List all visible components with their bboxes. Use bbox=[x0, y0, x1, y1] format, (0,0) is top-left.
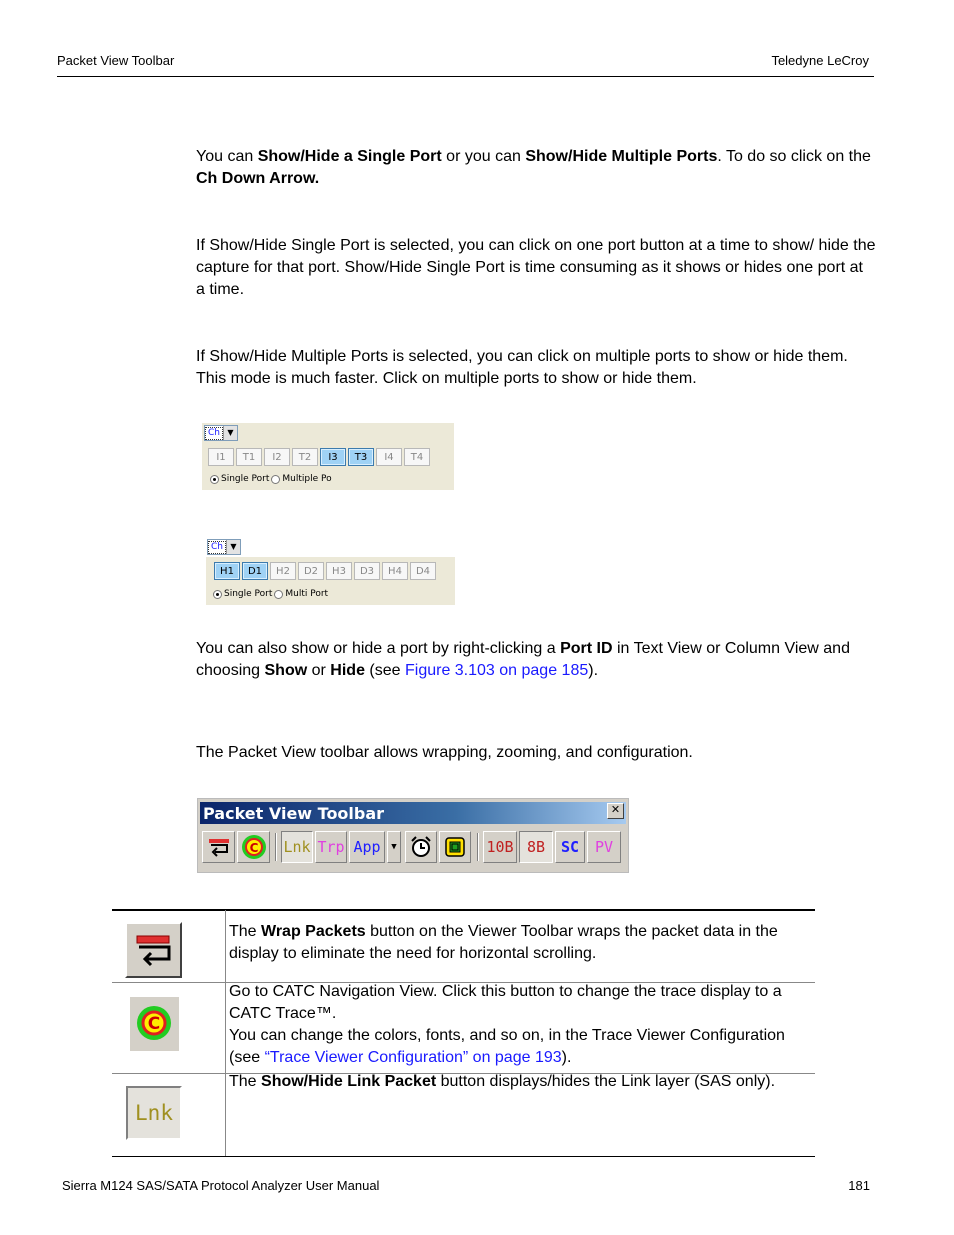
toolbar-title-bar bbox=[200, 802, 626, 824]
chevron-down-icon[interactable]: ▼ bbox=[226, 540, 240, 554]
trace-viewer-config-link[interactable]: “Trace Viewer Configuration” on page 193 bbox=[264, 1049, 562, 1066]
port-buttons bbox=[208, 448, 430, 466]
paragraph-single-port: If Show/Hide Single Port is selected, you can click on one port button at a time to show/ hide the capture for that port. Show/Hide Single Port is time consuming as it shows or hides one port at a time. bbox=[196, 237, 876, 298]
sas-port-button[interactable]: T2 bbox=[292, 448, 318, 466]
link-packet-button[interactable]: Lnk bbox=[281, 831, 313, 863]
sas-port-button[interactable]: I3 bbox=[320, 448, 346, 466]
paragraph-port-id: You can also show or hide a port by right-clicking a Port ID in Text View or Column View and choosing Show or Hide (see Figure 3.103 on page 185). bbox=[196, 640, 850, 679]
svg-text:C: C bbox=[147, 1014, 161, 1034]
radio-multiple-ports[interactable] bbox=[271, 475, 280, 484]
packet-view-toolbar bbox=[197, 798, 629, 873]
sas-port-button[interactable]: I4 bbox=[376, 448, 402, 466]
header-rule bbox=[57, 76, 874, 77]
table-top-rule bbox=[112, 909, 815, 911]
table-column-divider bbox=[225, 910, 226, 1156]
port-toolbar-sata bbox=[206, 537, 455, 605]
wrap-packets-button[interactable] bbox=[202, 831, 235, 863]
port-mode-radios-2: Single Port Multi Port bbox=[213, 589, 328, 599]
row-wrap-packets-desc: The Wrap Packets button on the Viewer Toolbar wraps the packet data in the display to eliminate the need for horizontal scrolling. bbox=[229, 923, 778, 962]
row-catc-desc: Go to CATC Navigation View. Click this button to change the trace display to a CATC Trace™. You can change the colors, fonts, and so on, in the Trace Viewer Configuration (see “Trace Viewer Configuration” on page 193). bbox=[229, 983, 785, 1066]
svg-text:C: C bbox=[249, 841, 258, 855]
sata-port-button[interactable]: H4 bbox=[382, 562, 408, 580]
wrap-icon bbox=[207, 836, 231, 858]
sata-port-button[interactable]: D4 bbox=[410, 562, 436, 580]
sas-port-button[interactable]: T3 bbox=[348, 448, 374, 466]
paragraph-packet-view-intro: The Packet View toolbar allows wrapping, zooming, and configuration. bbox=[196, 744, 693, 761]
paragraph-multiple-ports: If Show/Hide Multiple Ports is selected, you can click on multiple ports to show or hide them. This mode is much faster. Click on multiple ports to show or hide them. bbox=[196, 348, 848, 387]
timer-button[interactable] bbox=[405, 831, 437, 863]
sc-button[interactable]: SC bbox=[555, 831, 585, 863]
config-button[interactable] bbox=[439, 831, 471, 863]
close-icon[interactable]: ✕ bbox=[607, 803, 624, 819]
sata-port-button[interactable]: H2 bbox=[270, 562, 296, 580]
port-mode-radios: Single Port Multiple Po bbox=[210, 474, 332, 484]
sata-port-button[interactable]: H3 bbox=[326, 562, 352, 580]
running-header-right: Teledyne LeCroy bbox=[771, 53, 869, 68]
pv-button[interactable]: PV bbox=[587, 831, 621, 863]
sas-port-button[interactable]: I2 bbox=[264, 448, 290, 466]
sata-port-button[interactable]: D2 bbox=[298, 562, 324, 580]
figure-link[interactable]: Figure 3.103 on page 185 bbox=[404, 662, 589, 679]
running-header-left: Packet View Toolbar bbox=[57, 53, 175, 68]
footer-manual-title: Sierra M124 SAS/SATA Protocol Analyzer User Manual bbox=[62, 1178, 380, 1193]
sas-port-button[interactable]: T1 bbox=[236, 448, 262, 466]
toolbar-separator bbox=[275, 833, 277, 861]
sas-port-button[interactable]: T4 bbox=[404, 448, 430, 466]
alarm-clock-icon bbox=[409, 835, 433, 859]
port-toolbar-sas bbox=[202, 423, 454, 490]
row-link-packet-desc: The Show/Hide Link Packet button displays/hides the Link layer (SAS only). bbox=[229, 1073, 776, 1090]
ch-dropdown[interactable]: Ch ▼ bbox=[204, 425, 238, 441]
link-packet-icon: Lnk bbox=[126, 1086, 182, 1140]
8b-button[interactable]: 8B bbox=[519, 831, 553, 863]
radio-multi-port-2[interactable] bbox=[274, 590, 283, 599]
radio-single-port[interactable] bbox=[210, 475, 219, 484]
transport-packet-button[interactable]: Trp bbox=[315, 831, 347, 863]
catc-icon bbox=[241, 834, 267, 860]
wrap-packets-icon bbox=[125, 922, 182, 978]
sata-port-button[interactable]: H1 bbox=[214, 562, 240, 580]
configuration-icon bbox=[443, 835, 467, 859]
table-bottom-rule bbox=[112, 1156, 815, 1157]
page-number: 181 bbox=[848, 1178, 870, 1193]
catc-icon bbox=[130, 995, 179, 1051]
port-buttons-2 bbox=[214, 562, 436, 580]
catc-view-button[interactable] bbox=[237, 831, 270, 863]
sata-port-button[interactable]: D3 bbox=[354, 562, 380, 580]
sas-port-button[interactable]: I1 bbox=[208, 448, 234, 466]
toolbar-title: Packet View Toolbar bbox=[203, 804, 385, 823]
toolbar-separator bbox=[477, 833, 479, 861]
ch-dropdown-2[interactable]: Ch ▼ bbox=[207, 539, 241, 555]
application-packet-button[interactable]: App bbox=[349, 831, 385, 863]
chevron-down-icon[interactable]: ▼ bbox=[387, 831, 401, 863]
chevron-down-icon[interactable]: ▼ bbox=[223, 426, 237, 440]
10b-button[interactable]: 10B bbox=[483, 831, 517, 863]
sata-port-button[interactable]: D1 bbox=[242, 562, 268, 580]
radio-single-port-2[interactable] bbox=[213, 590, 222, 599]
paragraph-show-hide-intro: You can Show/Hide a Single Port or you can Show/Hide Multiple Ports. To do so click on the Ch Down Arrow. bbox=[196, 148, 871, 187]
